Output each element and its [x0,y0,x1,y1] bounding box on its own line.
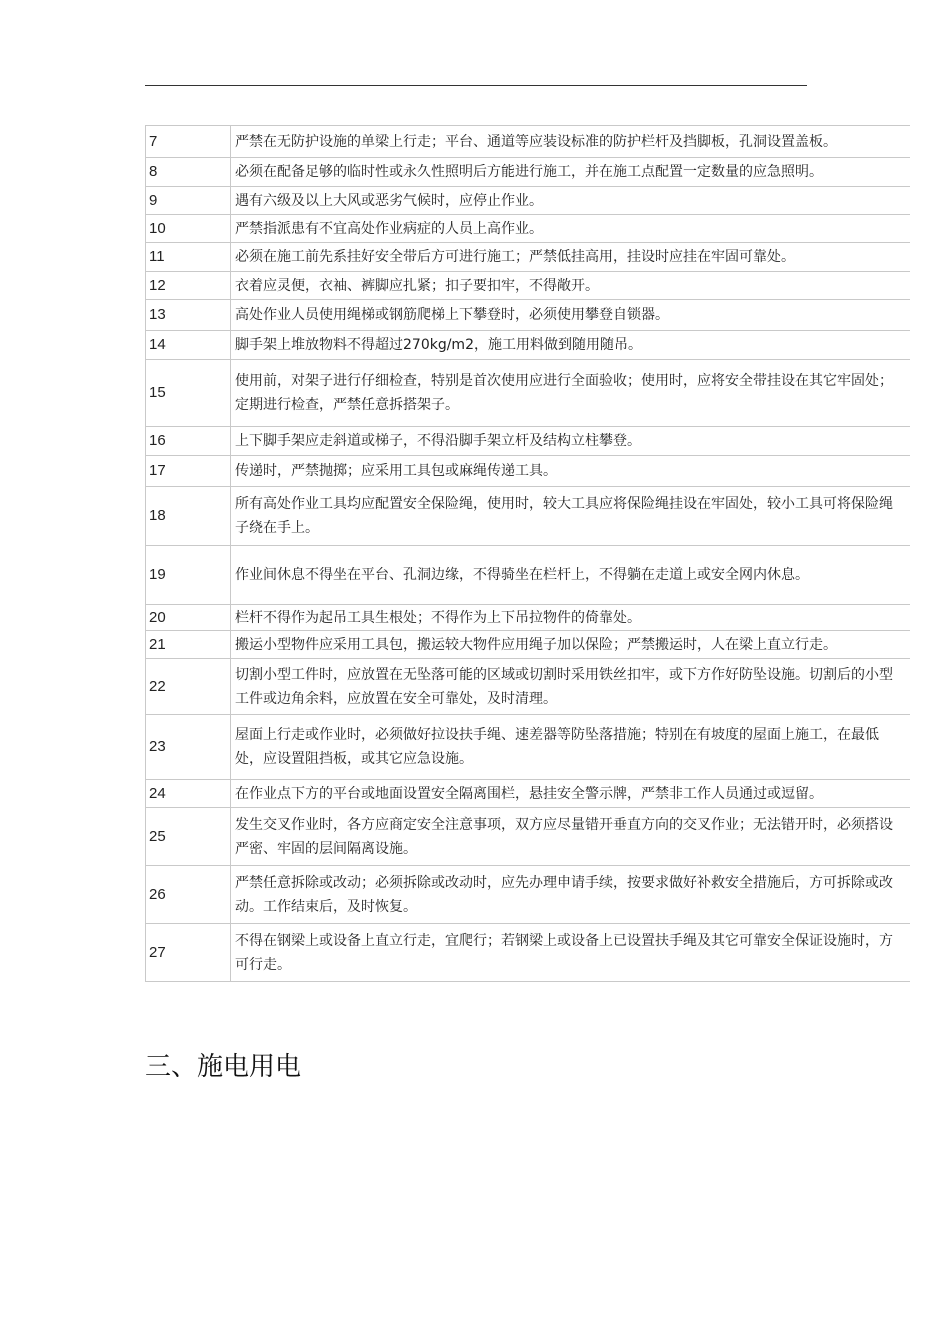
table-row [146,487,911,546]
rule-number: 21 [146,631,231,659]
rule-text: 衣着应灵便，衣袖、裤脚应扎紧；扣子要扣牢，不得敞开。 [231,272,911,300]
table-row [146,300,911,331]
rule-text: 所有高处作业工具均应配置安全保险绳，使用时，较大工具应将保险绳挂设在牢固处，较小工具可将保险绳子绕在手上。 [231,487,911,546]
rule-text: 遇有六级及以上大风或恶劣气候时，应停止作业。 [231,187,911,215]
table-row [146,659,911,715]
rule-text: 不得在钢梁上或设备上直立行走，宜爬行；若钢梁上或设备上已设置扶手绳及其它可靠安全保证设施时，方可行走。 [231,924,911,982]
rule-number: 24 [146,780,231,808]
rule-number: 22 [146,659,231,715]
rule-text: 严禁在无防护设施的单梁上行走；平台、通道等应装设标准的防护栏杆及挡脚板，孔洞设置盖板。 [231,126,911,158]
table-row [146,546,911,605]
rule-number: 23 [146,715,231,780]
table-row [146,158,911,187]
rule-text: 传递时，严禁抛掷；应采用工具包或麻绳传递工具。 [231,456,911,487]
rule-number: 25 [146,808,231,866]
rule-text: 切割小型工件时，应放置在无坠落可能的区域或切割时采用铁丝扣牢，或下方作好防坠设施。切割后的小型工件或边角余料，应放置在安全可靠处，及时清理。 [231,659,911,715]
section-heading: 三、施电用电 [145,1052,302,1082]
rule-text: 作业间休息不得坐在平台、孔洞边缘，不得骑坐在栏杆上，不得躺在走道上或安全网内休息。 [231,546,911,605]
table-row [146,631,911,659]
rule-number: 16 [146,427,231,456]
table-row [146,456,911,487]
rule-text: 发生交叉作业时，各方应商定安全注意事项，双方应尽量错开垂直方向的交叉作业；无法错开时，必须搭设严密、牢固的层间隔离设施。 [231,808,911,866]
table-row [146,215,911,243]
table-row [146,808,911,866]
rule-text: 严禁指派患有不宜高处作业病症的人员上高作业。 [231,215,911,243]
rule-text: 严禁任意拆除或改动；必须拆除或改动时，应先办理申请手续，按要求做好补救安全措施后，方可拆除或改动。工作结束后，及时恢复。 [231,866,911,924]
table-row [146,605,911,631]
table-row [146,243,911,272]
table-row [146,427,911,456]
table-row [146,780,911,808]
table-row [146,866,911,924]
table-row [146,126,911,158]
rule-text: 屋面上行走或作业时，必须做好拉设扶手绳、速差器等防坠落措施；特别在有坡度的屋面上施工，在最低处，应设置阻挡板，或其它应急设施。 [231,715,911,780]
header-rule [145,85,807,86]
rule-text: 上下脚手架应走斜道或梯子，不得沿脚手架立杆及结构立柱攀登。 [231,427,911,456]
rule-number: 14 [146,331,231,360]
rule-number: 27 [146,924,231,982]
table-row [146,924,911,982]
rule-number: 11 [146,243,231,272]
table-row [146,187,911,215]
table-row [146,715,911,780]
rule-number: 8 [146,158,231,187]
rule-text: 必须在施工前先系挂好安全带后方可进行施工；严禁低挂高用，挂设时应挂在牢固可靠处。 [231,243,911,272]
rule-number: 10 [146,215,231,243]
rule-text: 使用前，对架子进行仔细检查，特别是首次使用应进行全面验收；使用时，应将安全带挂设在其它牢固处；定期进行检查，严禁任意拆搭架子。 [231,360,911,427]
rule-text: 高处作业人员使用绳梯或钢筋爬梯上下攀登时，必须使用攀登自锁器。 [231,300,911,331]
rule-number: 9 [146,187,231,215]
rule-number: 17 [146,456,231,487]
table-row [146,331,911,360]
rule-text: 在作业点下方的平台或地面设置安全隔离围栏，悬挂安全警示牌，严禁非工作人员通过或逗留。 [231,780,911,808]
rule-number: 18 [146,487,231,546]
table-row [146,272,911,300]
rule-number: 20 [146,605,231,631]
rule-number: 26 [146,866,231,924]
rule-number: 19 [146,546,231,605]
rule-number: 13 [146,300,231,331]
rule-text: 脚手架上堆放物料不得超过270kg/m2，施工用料做到随用随吊。 [231,331,911,360]
rule-number: 7 [146,126,231,158]
rule-number: 15 [146,360,231,427]
table-row [146,360,911,427]
rule-text: 必须在配备足够的临时性或永久性照明后方能进行施工，并在施工点配置一定数量的应急照明。 [231,158,911,187]
rule-text: 搬运小型物件应采用工具包，搬运较大物件应用绳子加以保险；严禁搬运时，人在梁上直立行走。 [231,631,911,659]
rule-number: 12 [146,272,231,300]
rule-text: 栏杆不得作为起吊工具生根处；不得作为上下吊拉物件的倚靠处。 [231,605,911,631]
safety-rules-table [145,125,910,982]
